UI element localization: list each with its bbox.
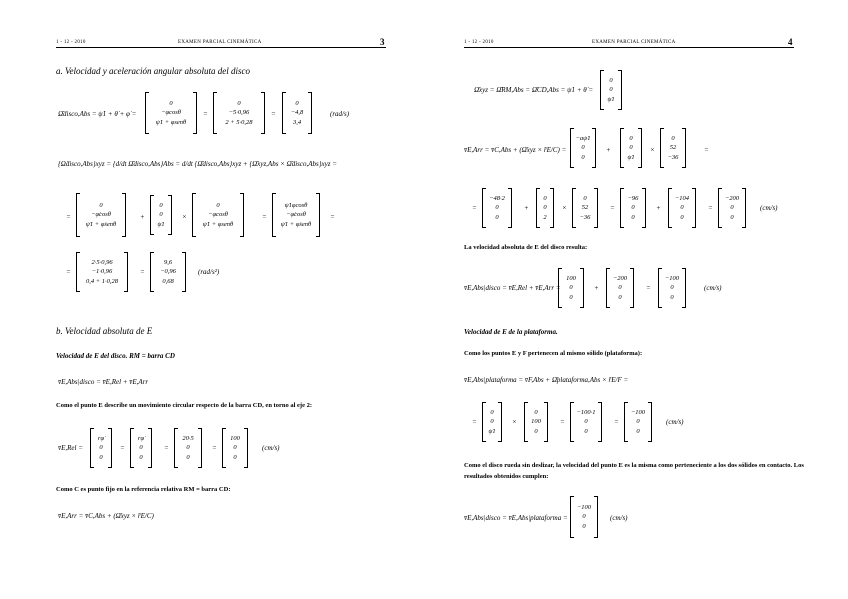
eq1-vector-2: 0 −5·0,96 2 + 5·0,28	[213, 92, 265, 134]
eq1-vector-3: 0 −4,8 3,4	[282, 92, 312, 134]
header-rule	[56, 47, 386, 48]
text-1: La velocidad absoluta de E del disco resulta:	[464, 244, 588, 251]
eq6-matrix-4: 100 0 0	[222, 428, 248, 468]
page-3: 1 - 12 - 2010 EXAMEN PARCIAL CINEMÁTICA 3 a. Velocidad y aceleración angular absoluta del disco Ω̄disco,Abs = ψ̇1 + θ̇ + φ̇ = 0 −φcosθ ψ̇1 + φsenθ = 0 −5·0,96 2 + 5·0,28 = 0 −4,8 3,4 (rad/s) {Ω̇disco,Abs}xyz = {d/dt Ω̄disco,Abs}Abs = d/dt {Ω̄disco,Abs}xyz + {Ω̄xyz,Abs × Ω̄disco,Abs}xyz = = 0 −φ̇cosθ ψ̈1 + φ̇senθ + 0 0 ψ̇1 × 0 −φcosθ ψ̇1 + φsenθ = ψ̇1φcosθ −φ̇cosθ ψ̈1 + φ̇senθ = = 2·5·0,96 −1·0,96 0,4 + 1·0,28 = 9,6 −0,96 0,68 (rad/s²) b. Velocidad absoluta de E Velocidad de E del disco. RM = barra CD v̄E,Abs|disco = v̄E,Rel + v̄E,Arr Como el punto E describe un movimiento circular respecto de la barra CD, en torno al eje 2: v̄E,Rel = rφ̇ 0 0 = rφ̇ 0 0 = 20·5 0 0 = 100 0 0 (cm/s) Como C es punto fijo en la referencia relativa RM = barra CD: v̄E,Arr = v̄C,Abs + (Ω̄xyz × r̄E/C)	[56, 37, 385, 520]
eq6-unit: (cm/s)	[666, 418, 684, 426]
header-rule	[464, 47, 794, 48]
header-title: EXAMEN PARCIAL CINEMÁTICA	[592, 40, 676, 45]
eq4-matrix-2: 9,6 −0,96 0,68	[150, 252, 186, 292]
header-date: 1 - 12 - 2010	[56, 40, 86, 45]
eq7-unit: (cm/s)	[610, 514, 628, 522]
eq4-matrix-1: 2·5·0,96 −1·0,96 0,4 + 1·0,28	[76, 252, 128, 292]
eq2-matrix-3: 0 52 −36	[660, 128, 686, 168]
eq1-lhs: Ω̄disco,Abs = ψ̇1 + θ̇ + φ̇ =	[58, 110, 137, 118]
text-1: Como el punto E describe un movimiento circular respecto de la barra CD, en torno al eje 2:	[56, 402, 312, 409]
eq3-unit: (cm/s)	[760, 204, 778, 212]
eq4-unit: (rad/s²)	[198, 268, 220, 276]
page-number: 4	[788, 37, 793, 47]
eq2-matrix-2: 0 0 ψ̇1	[620, 128, 642, 168]
eq6-matrix-2: rφ̇ 0 0	[130, 428, 152, 468]
page-number: 3	[380, 37, 385, 47]
section-b-title: b. Velocidad absoluta de E	[56, 326, 153, 336]
eq3-matrix-4: −96 0 0	[620, 188, 646, 228]
eq1-vector-1: 0 −φcosθ ψ̇1 + φsenθ	[145, 92, 197, 134]
eq4-unit: (cm/s)	[704, 284, 722, 292]
section-b-subtitle: Velocidad de E del disco. RM = barra CD	[56, 352, 175, 360]
subsection-title: Velocidad de E de la plataforma.	[464, 328, 558, 336]
eq6-matrix-3: 20·5 0 0	[174, 428, 202, 468]
eq1-unit: (rad/s)	[330, 110, 350, 118]
eq7: v̄E,Arr = v̄C,Abs + (Ω̄xyz × r̄E/C)	[58, 512, 154, 520]
eq1-vector: 0 0 ψ̇1	[600, 70, 622, 110]
eq5: v̄E,Abs|plataforma = v̄F,Abs + Ω̄plataforma,Abs × r̄E/F =	[464, 376, 629, 384]
eq3-matrix-3: 0 52 −36	[572, 188, 598, 228]
eq3-matrix-2: 0 0 ψ̇1	[150, 195, 172, 235]
text-2: Como C es punto fijo en la referencia relativa RM = barra CD:	[56, 486, 231, 493]
eq6-matrix-3: −100·1 0 0	[570, 402, 602, 442]
eq3-matrix-1: 0 −φ̇cosθ ψ̈1 + φ̇senθ	[76, 193, 126, 237]
eq6-unit: (cm/s)	[262, 444, 280, 452]
eq2-matrix-1: −aψ̇1 0 0	[570, 128, 596, 168]
eq5: v̄E,Abs|disco = v̄E,Rel + v̄E,Arr	[58, 378, 149, 386]
eq3-result: ψ̇1φcosθ −φ̇cosθ ψ̈1 + φ̇senθ	[272, 193, 320, 237]
eq4-matrix-3: −100 0 0	[658, 268, 686, 308]
eq2: {Ω̇disco,Abs}xyz = {d/dt Ω̄disco,Abs}Abs = d/dt {Ω̄disco,Abs}xyz + {Ω̄xyz,Abs × Ω̄disco,Abs}xyz =	[58, 160, 337, 168]
eq6-matrix-1: 0 0 ψ̇1	[482, 402, 502, 442]
text-3: Como el disco rueda sin deslizar, la velocidad del punto E es la misma como perteneciente a los dos sólidos en contacto. Los resultados obtenidos cumplen:	[464, 462, 804, 481]
eq3-matrix-5: −104 0 0	[668, 188, 696, 228]
eq3-matrix-6: −200 0 0	[718, 188, 746, 228]
page-4: 1 - 12 - 2010 EXAMEN PARCIAL CINEMÁTICA 4 Ω̄xyz = Ω̄RM,Abs = Ω̄CD,Abs = ψ̇1 + θ̇ = 0 0 ψ̇1 v̄E,Arr = v̄C,Abs + (Ω̄xyz × r̄E/C) = −aψ̇1 0 0 + 0 0 ψ̇1 × 0 52 −36 = = −48·2 0 0 + 0 0 2 × 0 52 −36 = −96 0 0 + −104 0 0 = −200 0 0 (cm/s) La velocidad absoluta de E del disco resulta: v̄E,Abs|disco = v̄E,Rel + v̄E,Arr = 100 0 0 + −200 0 0 = −100 0 0 (cm/s) Velocidad de E de la plataforma. Como los puntos E y F pertenecen al mismo sólido (plataforma): v̄E,Abs|plataforma = v̄F,Abs + Ω̄plataforma,Abs × r̄E/F = = 0 0 ψ̇1 × 0 100 0 = −100·1 0 0 = −100 0 0 (cm/s) Como el disco rueda sin deslizar, la velocidad del punto E es la misma como perteneciente a los dos sólidos en contacto. Los resultados obtenidos cumplen: v̄E,Abs|disco = v̄E,Abs|plataforma = −100 0 0 (cm/s)	[424, 0, 848, 599]
text-2: Como los puntos E y F pertenecen al mismo sólido (plataforma):	[464, 350, 643, 357]
header-title: EXAMEN PARCIAL CINEMÁTICA	[178, 40, 262, 45]
eq6-matrix-4: −100 0 0	[624, 402, 652, 442]
eq3-matrix-3: 0 −φcosθ ψ̇1 + φsenθ	[192, 193, 244, 237]
eq2-lhs: v̄E,Arr = v̄C,Abs + (Ω̄xyz × r̄E/C) =	[464, 146, 567, 154]
eq3-matrix-2: 0 0 2	[536, 188, 554, 228]
eq6-matrix-2: 0 100 0	[524, 402, 548, 442]
eq7-matrix: −100 0 0	[570, 496, 598, 538]
eq6-matrix-1: rφ̇ 0 0	[90, 428, 112, 468]
eq7-lhs: v̄E,Abs|disco = v̄E,Abs|plataforma =	[464, 514, 568, 522]
eq4-matrix-1: 100 0 0	[558, 268, 584, 308]
eq4-matrix-2: −200 0 0	[606, 268, 634, 308]
eq3-matrix-1: −48·2 0 0	[482, 188, 512, 228]
eq1-lhs: Ω̄xyz = Ω̄RM,Abs = Ω̄CD,Abs = ψ̇1 + θ̇ =	[474, 86, 594, 94]
section-a-title: a. Velocidad y aceleración angular absoluta del disco	[56, 66, 250, 76]
header-date: 1 - 12 - 2010	[464, 40, 494, 45]
